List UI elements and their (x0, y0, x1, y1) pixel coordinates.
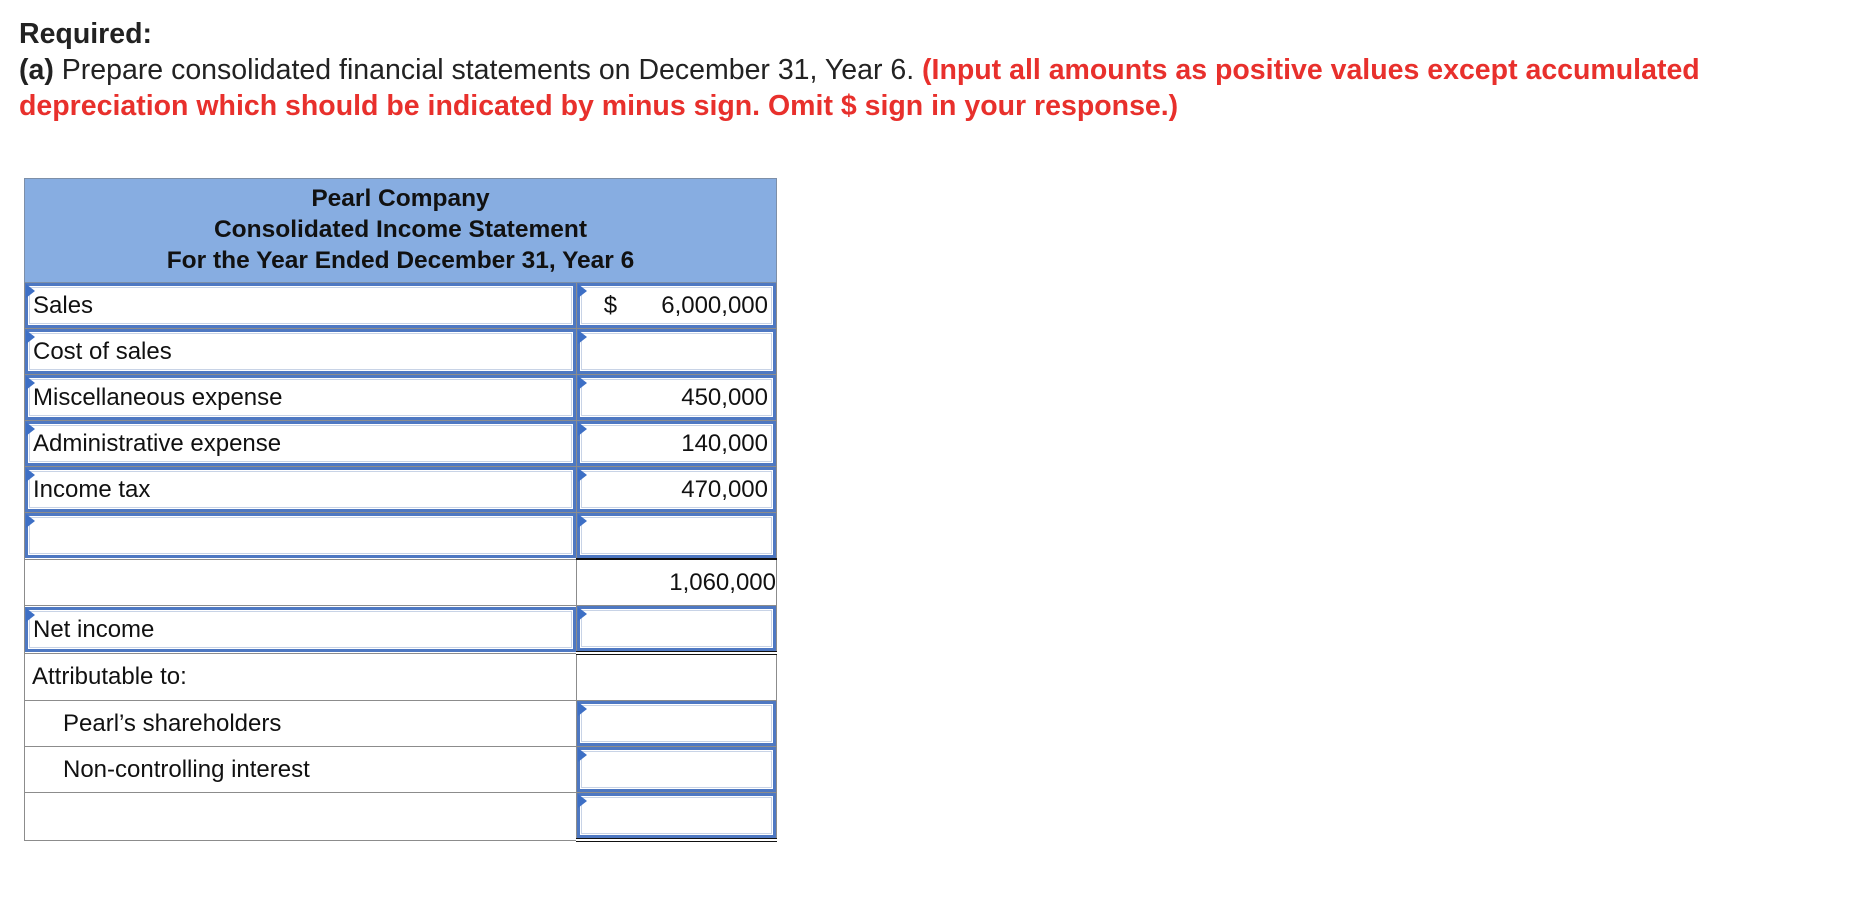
table-row (25, 467, 777, 513)
nci-label: Non-controlling interest (63, 755, 310, 783)
net-income-label-cell[interactable] (25, 606, 577, 654)
misc-expense-label-input[interactable] (25, 375, 576, 420)
table-row (25, 793, 777, 841)
blank-label-input[interactable] (25, 513, 576, 558)
dropdown-marker-icon (26, 514, 35, 528)
blank-label-cell[interactable] (25, 513, 577, 560)
income-tax-amount-cell[interactable] (576, 467, 776, 513)
company-name: Pearl Company (311, 185, 490, 212)
input-marker-icon (578, 748, 587, 762)
admin-expense-label: Administrative expense (33, 430, 282, 457)
table-row (25, 421, 777, 467)
misc-expense-amount-cell[interactable] (576, 375, 776, 421)
cost-of-sales-label-input[interactable] (25, 329, 576, 374)
statement-period: For the Year Ended December 31, Year 6 (166, 247, 635, 274)
part-a-text: Prepare consolidated financial statements on December 31, Year 6. (53, 54, 923, 86)
required-heading: Required: (19, 18, 153, 50)
input-marker-icon (578, 468, 587, 482)
misc-expense-amount: 450,000 (681, 384, 768, 411)
sales-label-input[interactable] (25, 283, 576, 328)
sales-label: Sales (33, 292, 94, 319)
misc-expense-amount-input[interactable] (577, 375, 776, 420)
net-income-label-input[interactable] (25, 607, 576, 652)
net-income-label: Net income (33, 615, 155, 643)
instruction-note: (Input all amounts as positive values except accumulated depreciation which should be indicated by minus sign. Omit $ sign in your response.) (19, 54, 1700, 122)
cost-of-sales-amount-cell[interactable] (576, 329, 776, 375)
admin-expense-amount-input[interactable] (577, 421, 776, 466)
table-row (25, 653, 777, 701)
misc-expense-label: Miscellaneous expense (33, 384, 283, 411)
input-marker-icon (578, 607, 587, 621)
input-marker-icon (578, 794, 587, 808)
pearl-shareholders-label-cell (25, 701, 577, 747)
table-row (25, 747, 777, 793)
input-marker-icon (578, 702, 587, 716)
table-row (25, 559, 777, 606)
nci-label-cell (25, 747, 577, 793)
statement-header-row (25, 179, 777, 283)
total-amount-input[interactable] (577, 793, 776, 838)
statement-header (25, 179, 777, 283)
income-tax-label-cell[interactable] (25, 467, 577, 513)
input-marker-icon (578, 284, 587, 298)
nci-amount-cell[interactable] (576, 747, 776, 793)
sales-amount-input[interactable] (577, 283, 776, 328)
consolidated-income-statement (24, 178, 777, 842)
table-row (25, 513, 777, 560)
total-expenses-amount: 1,060,000 (669, 568, 776, 596)
admin-expense-amount: 140,000 (681, 430, 768, 457)
part-a-label: (a) (19, 54, 54, 86)
admin-expense-label-cell[interactable] (25, 421, 577, 467)
misc-expense-label-cell[interactable] (25, 375, 577, 421)
table-row (25, 375, 777, 421)
total-expenses-amount-cell (576, 559, 776, 606)
cost-of-sales-label-cell[interactable] (25, 329, 577, 375)
cost-of-sales-amount-input[interactable] (577, 329, 776, 374)
income-tax-amount: 470,000 (681, 476, 768, 503)
attributable-amount-cell (576, 653, 776, 701)
input-marker-icon (578, 376, 587, 390)
total-label-cell (25, 793, 577, 841)
net-income-amount-input[interactable] (577, 606, 776, 651)
total-amount-cell[interactable] (576, 793, 776, 841)
table-row (25, 283, 777, 329)
sales-amount-cell[interactable] (576, 283, 776, 329)
sales-label-cell[interactable] (25, 283, 577, 329)
attributable-label-cell (25, 653, 577, 701)
total-expenses-label (25, 568, 32, 595)
input-marker-icon (578, 422, 587, 436)
admin-expense-label-input[interactable] (25, 421, 576, 466)
income-tax-label: Income tax (33, 476, 151, 503)
pearl-shareholders-label: Pearl’s shareholders (63, 709, 282, 737)
table-row (25, 701, 777, 747)
attributable-label: Attributable to: (32, 662, 187, 690)
instructions (19, 16, 1849, 124)
input-marker-icon (578, 514, 587, 528)
currency-symbol: $ (603, 292, 618, 319)
cost-of-sales-label: Cost of sales (33, 338, 172, 365)
blank-amount-cell[interactable] (576, 513, 776, 560)
input-marker-icon (578, 330, 587, 344)
pearl-shareholders-amount-cell[interactable] (576, 701, 776, 747)
income-tax-amount-input[interactable] (577, 467, 776, 512)
admin-expense-amount-cell[interactable] (576, 421, 776, 467)
table-row (25, 606, 777, 654)
statement-title: Consolidated Income Statement (213, 216, 587, 243)
net-income-amount-cell[interactable] (576, 606, 776, 654)
total-expenses-label-cell (25, 559, 577, 606)
pearl-shareholders-amount-input[interactable] (577, 701, 776, 746)
table-row (25, 329, 777, 375)
nci-amount-input[interactable] (577, 747, 776, 792)
income-tax-label-input[interactable] (25, 467, 576, 512)
total-label (25, 802, 32, 829)
sales-amount: 6,000,000 (661, 292, 768, 319)
blank-amount-input[interactable] (577, 513, 776, 558)
